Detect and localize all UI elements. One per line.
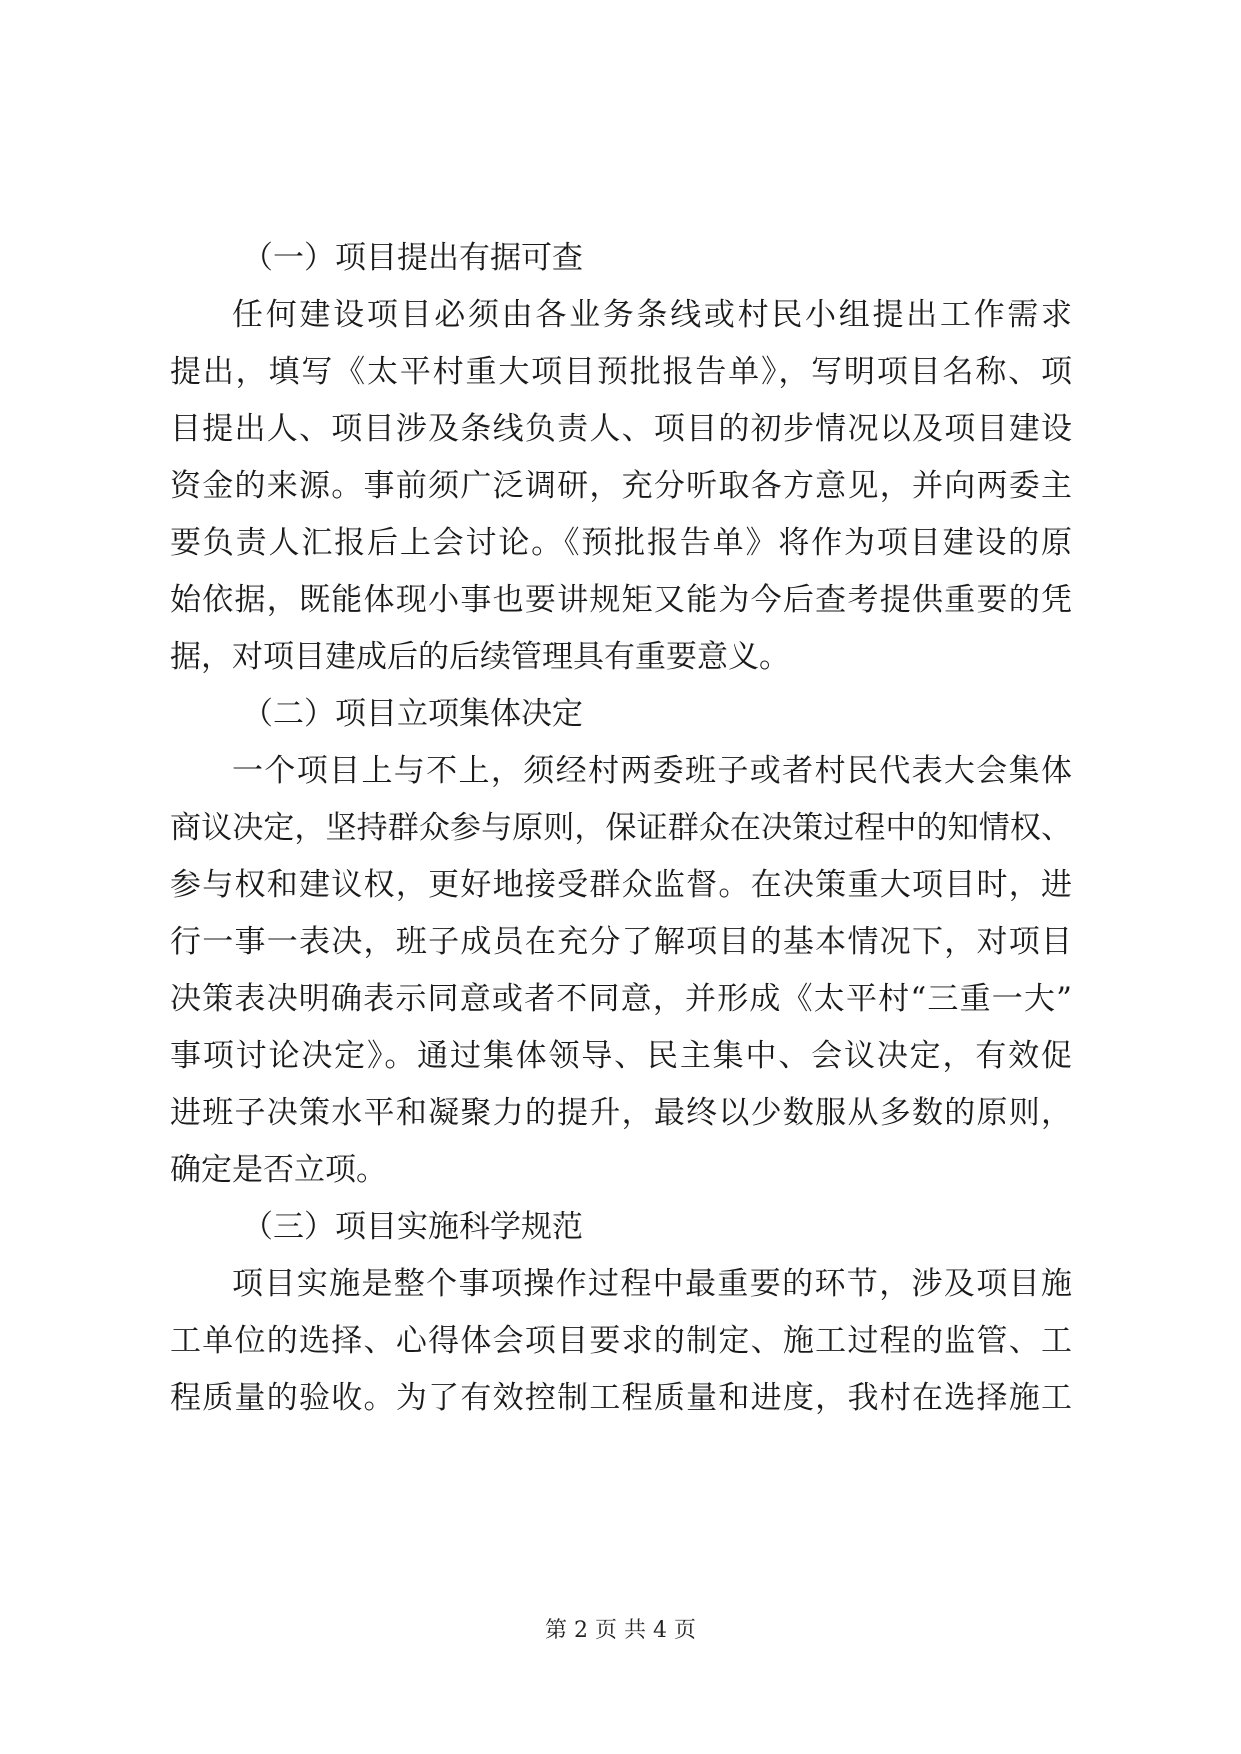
text-line: 进班子决策水平和凝聚力的提升，最终以少数服从多数的原则，: [170, 1095, 1072, 1131]
section-paragraph-1: [170, 287, 1072, 686]
text-line: 资金的来源。事前须广泛调研，充分听取各方意见，并向两委主: [170, 468, 1072, 504]
text-line: 决策表决明确表示同意或者不同意，并形成《太平村“三重一大”: [170, 981, 1072, 1017]
section-paragraph-3: [170, 1256, 1072, 1427]
text-line: 任何建设项目必须由各业务条线或村民小组提出工作需求: [232, 297, 1072, 333]
text-line: 行一事一表决，班子成员在充分了解项目的基本情况下，对项目: [170, 924, 1072, 960]
section-heading-1: （一）项目提出有据可查: [242, 240, 583, 276]
text-line: 提出，填写《太平村重大项目预批报告单》，写明项目名称、项: [170, 354, 1072, 390]
text-line: 项目实施是整个事项操作过程中最重要的环节，涉及项目施: [232, 1266, 1072, 1302]
text-line: 参与权和建议权，更好地接受群众监督。在决策重大项目时，进: [170, 867, 1072, 903]
text-line: 要负责人汇报后上会讨论。《预批报告单》将作为项目建设的原: [170, 525, 1072, 561]
text-line: 事项讨论决定》。通过集体领导、民主集中、会议决定，有效促: [170, 1038, 1072, 1074]
text-line: 始依据，既能体现小事也要讲规矩又能为今后查考提供重要的凭: [170, 582, 1072, 618]
section-heading-3: （三）项目实施科学规范: [242, 1209, 583, 1245]
text-line: 工单位的选择、心得体会项目要求的制定、施工过程的监管、工: [170, 1323, 1072, 1359]
section-paragraph-2: [170, 743, 1072, 1199]
section-heading-2: （二）项目立项集体决定: [242, 696, 583, 732]
document-body: [170, 230, 1072, 1427]
page-number-footer: 第 2 页 共 4 页: [545, 1618, 696, 1643]
text-line: 一个项目上与不上，须经村两委班子或者村民代表大会集体: [232, 753, 1072, 789]
text-line: 商议决定，坚持群众参与原则，保证群众在决策过程中的知情权、: [170, 810, 1072, 846]
text-line: 程质量的验收。为了有效控制工程质量和进度，我村在选择施工: [170, 1380, 1072, 1416]
text-line: 确定是否立项。: [170, 1152, 387, 1188]
text-line: 目提出人、项目涉及条线负责人、项目的初步情况以及项目建设: [170, 411, 1072, 447]
text-line: 据，对项目建成后的后续管理具有重要意义。: [170, 639, 790, 675]
